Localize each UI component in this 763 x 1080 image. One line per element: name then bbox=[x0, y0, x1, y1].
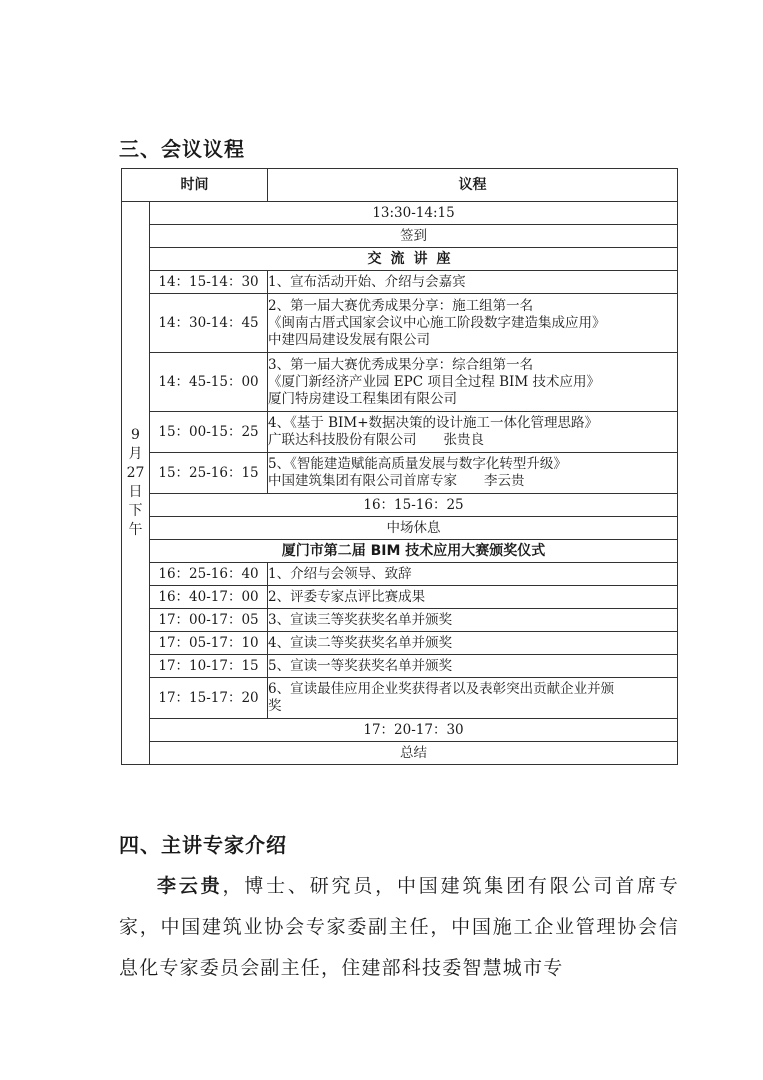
agenda-item-line: 厦门特房建设工程集团有限公司 bbox=[268, 390, 457, 407]
agenda-item-cell bbox=[268, 586, 678, 609]
agenda-row bbox=[122, 586, 678, 609]
agenda-item-line: 3、宣读三等奖获奖名单并颁奖 bbox=[268, 611, 453, 628]
agenda-item-line: 2、评委专家点评比赛成果 bbox=[268, 588, 426, 605]
time-cell: 17：00-17：05 bbox=[150, 609, 268, 632]
date-cell bbox=[122, 202, 150, 765]
merged-cell: 13:30-14:15 bbox=[150, 202, 678, 225]
agenda-item-line: 4、宣读二等奖获奖名单并颁奖 bbox=[268, 634, 453, 651]
header-time: 时间 bbox=[122, 169, 268, 202]
agenda-item-cell bbox=[268, 678, 678, 719]
date-char: 9 bbox=[131, 427, 140, 443]
agenda-table bbox=[121, 168, 678, 765]
agenda-item-cell bbox=[268, 294, 678, 353]
merged-cell: 17：20-17：30 bbox=[150, 719, 678, 742]
header-agenda: 议程 bbox=[268, 169, 678, 202]
merged-cell: 16：15-16：25 bbox=[150, 494, 678, 517]
expert-name: 李云贵 bbox=[157, 875, 223, 897]
agenda-row bbox=[122, 494, 678, 517]
time-cell: 17：05-17：10 bbox=[150, 632, 268, 655]
date-char: 下 bbox=[128, 503, 143, 519]
agenda-item-line: 1、宣布活动开始、介绍与会嘉宾 bbox=[268, 273, 466, 290]
agenda-row bbox=[122, 609, 678, 632]
date-char: 午 bbox=[128, 522, 143, 538]
agenda-row bbox=[122, 563, 678, 586]
merged-cell: 签到 bbox=[150, 225, 678, 248]
agenda-item-line: 5、宣读一等奖获奖名单并颁奖 bbox=[268, 657, 453, 674]
date-char: 27 bbox=[126, 465, 145, 481]
agenda-item-line: 5、《智能建造赋能高质量发展与数字化转型升级》 bbox=[268, 456, 567, 472]
agenda-row bbox=[122, 655, 678, 678]
merged-cell: 总结 bbox=[150, 742, 678, 765]
agenda-row bbox=[122, 517, 678, 540]
merged-cell: 中场休息 bbox=[150, 517, 678, 540]
agenda-item-line: 中国建筑集团有限公司首席专家 李云贵 bbox=[268, 473, 525, 489]
agenda-item-line: 《闽南古厝式国家会议中心施工阶段数字建造集成应用》 bbox=[268, 314, 606, 331]
section-heading-cell: 厦门市第二届 BIM 技术应用大赛颁奖仪式 bbox=[150, 540, 678, 563]
time-cell: 17：10-17：15 bbox=[150, 655, 268, 678]
agenda-item-cell bbox=[268, 271, 678, 294]
agenda-row bbox=[122, 453, 678, 494]
agenda-row bbox=[122, 632, 678, 655]
time-cell: 16：25-16：40 bbox=[150, 563, 268, 586]
agenda-item-cell bbox=[268, 609, 678, 632]
time-cell: 14：45-15：00 bbox=[150, 353, 268, 412]
agenda-item-cell bbox=[268, 453, 678, 494]
section-4-title: 四、主讲专家介绍 bbox=[119, 833, 287, 857]
agenda-item-cell bbox=[268, 655, 678, 678]
agenda-row bbox=[122, 294, 678, 353]
section-heading-cell: 交流讲座 bbox=[150, 248, 678, 271]
agenda-item-line: 中建四局建设发展有限公司 bbox=[268, 331, 430, 348]
time-cell: 16：40-17：00 bbox=[150, 586, 268, 609]
time-cell: 15：00-15：25 bbox=[150, 412, 268, 453]
agenda-row bbox=[122, 202, 678, 225]
agenda-row bbox=[122, 248, 678, 271]
agenda-row bbox=[122, 678, 678, 719]
agenda-item-line: 4、《基于 BIM+数据决策的设计施工一体化管理思路》 bbox=[268, 415, 599, 431]
agenda-item-cell bbox=[268, 412, 678, 453]
agenda-item-line: 广联达科技股份有限公司 张贵良 bbox=[268, 432, 484, 448]
agenda-item-line: 《厦门新经济产业园 EPC 项目全过程 BIM 技术应用》 bbox=[268, 373, 601, 390]
agenda-item-line: 2、第一届大赛优秀成果分享：施工组第一名 bbox=[268, 297, 534, 314]
agenda-row bbox=[122, 742, 678, 765]
agenda-row bbox=[122, 412, 678, 453]
agenda-item-line: 1、介绍与会领导、致辞 bbox=[268, 565, 412, 582]
agenda-row bbox=[122, 540, 678, 563]
agenda-item-line: 3、第一届大赛优秀成果分享：综合组第一名 bbox=[268, 356, 534, 373]
agenda-item-cell bbox=[268, 632, 678, 655]
agenda-item-line: 奖 bbox=[268, 698, 282, 714]
time-cell: 14：30-14：45 bbox=[150, 294, 268, 353]
time-cell: 15：25-16：15 bbox=[150, 453, 268, 494]
date-char: 日 bbox=[128, 484, 143, 500]
agenda-header-row bbox=[122, 169, 678, 202]
time-cell: 14：15-14：30 bbox=[150, 271, 268, 294]
agenda-row bbox=[122, 225, 678, 248]
agenda-body bbox=[122, 202, 678, 765]
expert-intro-paragraph bbox=[119, 866, 679, 989]
time-cell: 17：15-17：20 bbox=[150, 678, 268, 719]
agenda-row bbox=[122, 719, 678, 742]
section-3-title: 三、会议议程 bbox=[119, 137, 245, 161]
agenda-item-cell bbox=[268, 353, 678, 412]
expert-bio: ，博士、研究员，中国建筑集团有限公司首席专家，中国建筑业协会专家委副主任，中国施工企业管理协会信息化专家委员会副主任，住建部科技委智慧城市专 bbox=[119, 875, 679, 979]
agenda-row bbox=[122, 353, 678, 412]
agenda-item-cell bbox=[268, 563, 678, 586]
agenda-item-line: 6、宣读最佳应用企业奖获得者以及表彰突出贡献企业并颁 bbox=[268, 681, 615, 697]
date-char: 月 bbox=[128, 446, 143, 462]
agenda-row bbox=[122, 271, 678, 294]
